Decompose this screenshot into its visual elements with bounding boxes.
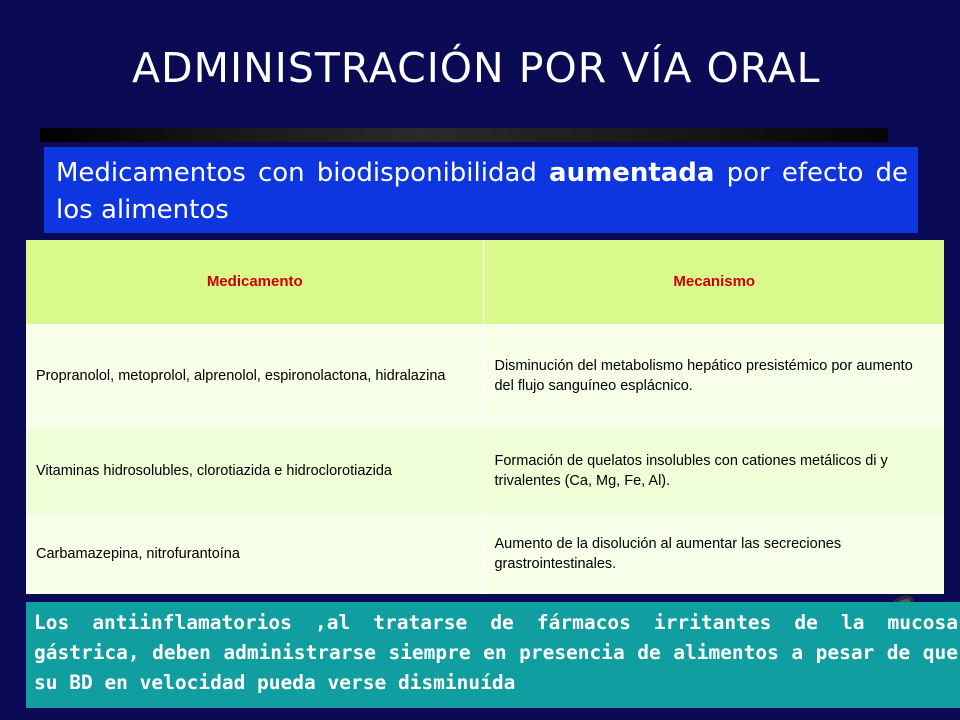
slide-title: ADMINISTRACIÓN POR VÍA ORAL	[132, 44, 821, 92]
subtitle-text-start: Medicamentos con biodisponibilidad	[56, 158, 550, 188]
subtitle-text-end: por efecto de los alimentos	[56, 158, 908, 225]
table-header-row	[26, 240, 944, 324]
cell-mecanismo: Disminución del metabolismo hepático presistémico por aumento del flujo sanguíneo esplácnico.	[484, 324, 944, 428]
divider-bar	[40, 128, 888, 142]
cell-medicamento: Carbamazepina, nitrofurantoína	[26, 514, 484, 594]
table-row	[26, 428, 944, 514]
subtitle-emphasis: aumentada	[549, 158, 715, 188]
table-row	[26, 514, 944, 594]
cell-mecanismo: Aumento de la disolución al aumentar las secreciones grastrointestinales.	[484, 514, 944, 594]
header-medicamento: Medicamento	[26, 240, 484, 324]
drug-table	[26, 240, 944, 594]
note-box: Los antiinflamatorios ,al tratarse de fármacos irritantes de la mucosa gástrica, deben administrarse siempre en presencia de alimentos a pesar de que su BD en velocidad pueda verse disminuída	[26, 602, 960, 708]
cell-mecanismo: Formación de quelatos insolubles con cationes metálicos di y trivalentes (Ca, Mg, Fe, Al).	[484, 428, 944, 514]
header-mecanismo: Mecanismo	[484, 240, 944, 324]
table-row	[26, 324, 944, 428]
subtitle-box	[44, 147, 918, 233]
cell-medicamento: Propranolol, metoprolol, alprenolol, espironolactona, hidralazina	[26, 324, 484, 428]
cell-medicamento: Vitaminas hidrosolubles, clorotiazida e hidroclorotiazida	[26, 428, 484, 514]
